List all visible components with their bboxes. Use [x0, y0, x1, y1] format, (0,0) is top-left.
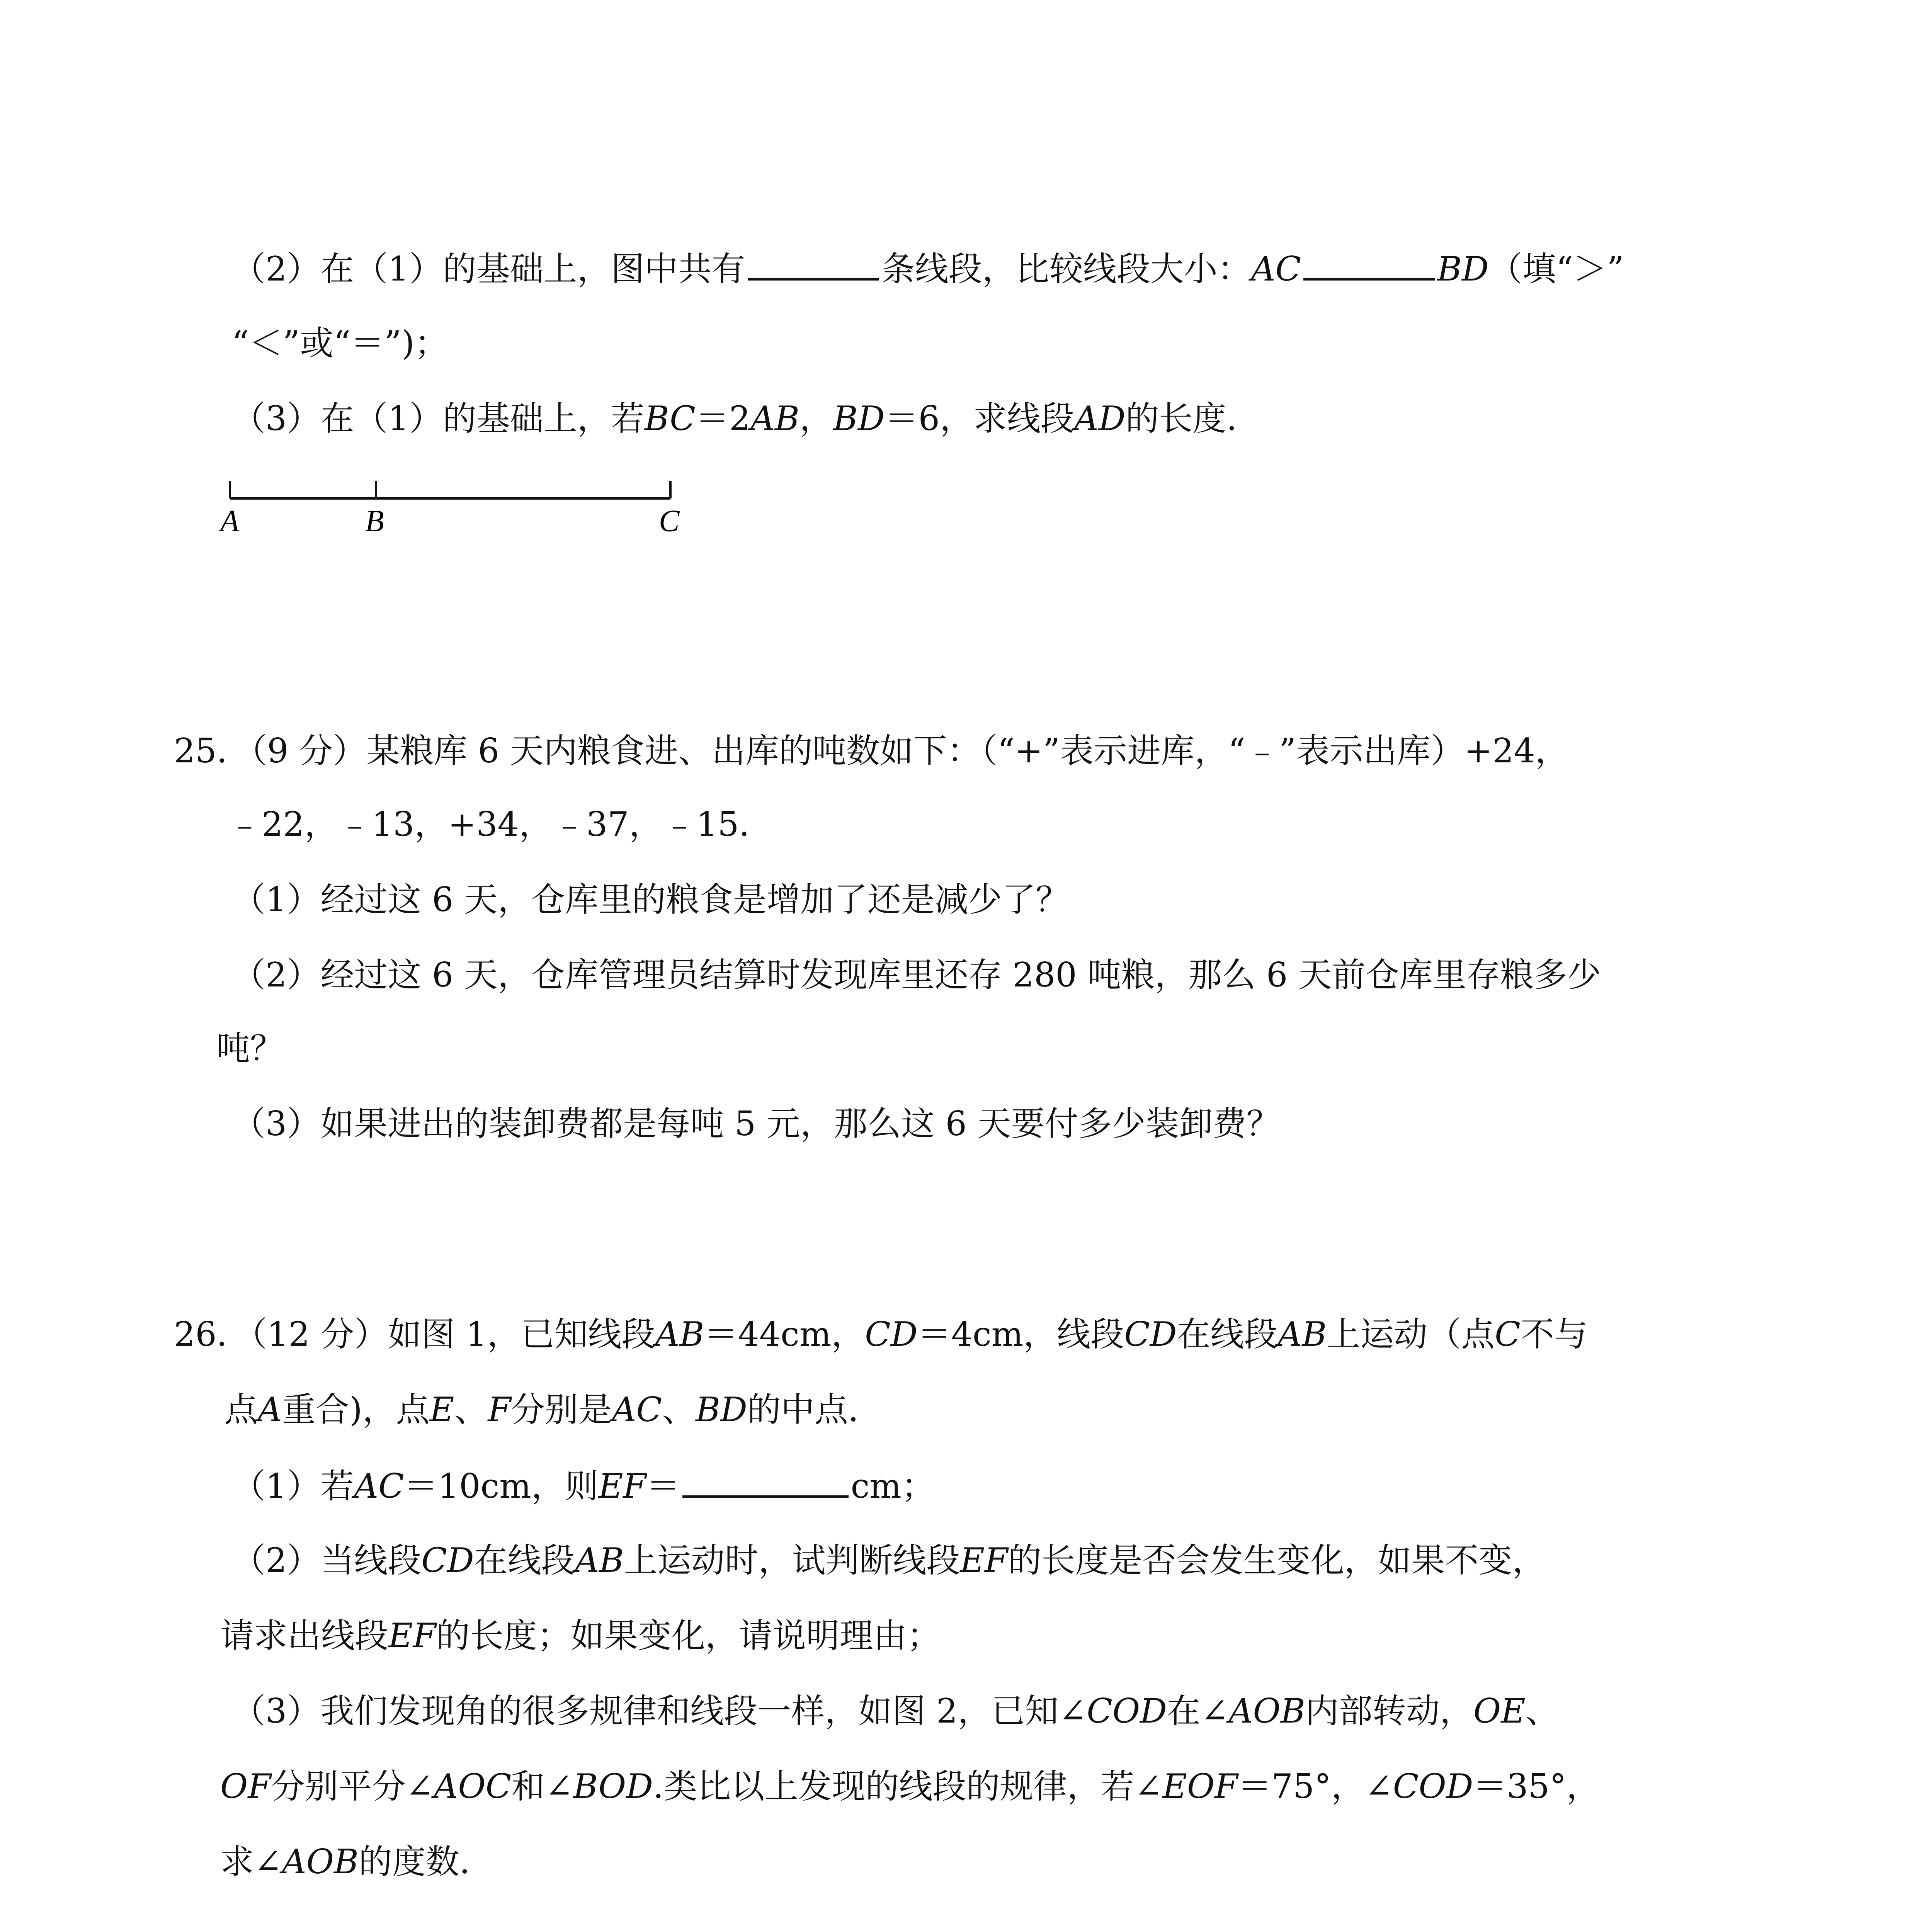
q25-part2-line1: （2）经过这 6 天，仓库管理员结算时发现库里还存 280 吨粮，那么 6 天前仓库里存粮多少 [232, 955, 1601, 995]
label-b: B [365, 504, 384, 538]
q26-part1: （1）若AC＝10cm，则EF＝ cm； [232, 1466, 935, 1506]
q25-part3: （3）如果进出的装卸费都是每吨 5 元，那么这 6 天要付多少装卸费？ [232, 1104, 1280, 1143]
q25-part2-line2: 吨？ [216, 1029, 284, 1068]
q25-stem-line2: ﹣22，﹣13，+34，﹣37，﹣15． [228, 804, 773, 844]
label-c: C [659, 504, 680, 538]
q26-part3-line1: （3）我们发现角的很多规律和线段一样，如图 2，已知∠COD在∠AOB内部转动，OE、 [232, 1691, 1559, 1731]
label-a: A [220, 504, 239, 538]
q24-part2-line1: （2）在（1）的基础上，图中共有 条线段，比较线段大小：AC BD（填“＞” [232, 249, 1624, 289]
q26-stem-line2: 点A重合)，点E、F分别是AC、BD的中点． [224, 1390, 882, 1429]
q26-part2-line2: 请求出线段EF的长度；如果变化，请说明理由； [220, 1616, 941, 1655]
q24-part3: （3）在（1）的基础上，若BC＝2AB，BD＝6，求线段AD的长度. [232, 399, 1237, 438]
q24-part2-line2: “＜”或“＝”)； [232, 323, 448, 363]
q26-part3-line2: OF分别平分∠AOC和∠BOD.类比以上发现的线段的规律，若∠EOF＝75°，∠COD＝35°， [220, 1767, 1600, 1806]
q26-part3-line3: 求∠AOB的度数． [220, 1842, 493, 1881]
q25-stem-line1: 25．（9 分）某粮库 6 天内粮食进、出库的吨数如下：（“+”表示进库，“﹣”表示出库）+24， [174, 731, 1569, 770]
q25-part1: （1）经过这 6 天，仓库里的粮食是增加了还是减少了？ [232, 880, 1070, 919]
q26-stem-line1: 26．（12 分）如图 1，已知线段AB＝44cm，CD＝4cm，线段CD在线段AB上运动（点C不与 [174, 1315, 1588, 1354]
q24-segment-figure [230, 481, 670, 498]
q26-part2-line1: （2）当线段CD在线段AB上运动时，试判断线段EF的长度是否会发生变化，如果不变， [232, 1541, 1546, 1580]
